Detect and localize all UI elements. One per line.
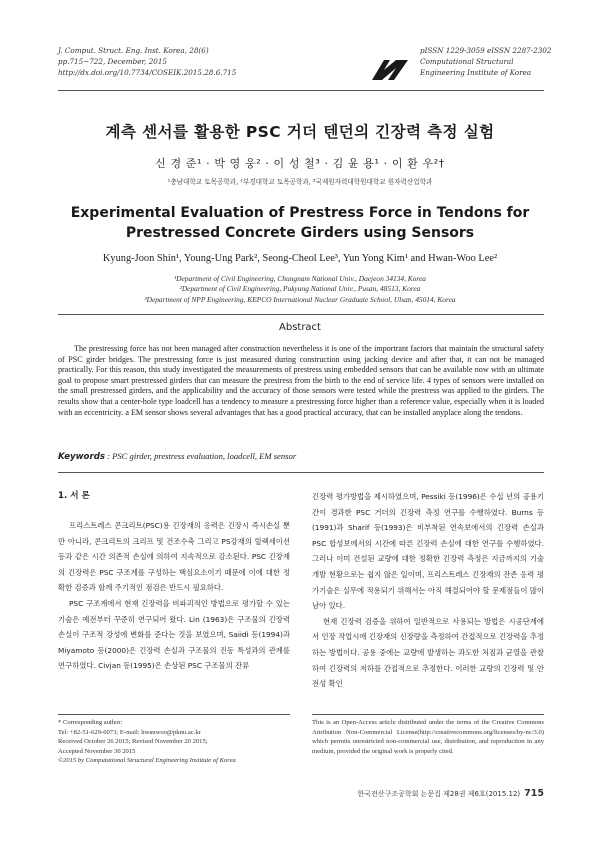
body-column-right — [312, 489, 544, 692]
affiliation-line: ³Department of NPP Engineering, KEPCO International Nuclear Graduate School, Ulsan, 45014, Korea — [144, 294, 456, 304]
footnote-line: * Corresponding author: — [58, 719, 123, 726]
publisher-line: Computational Structural — [420, 56, 514, 66]
footnote-line: Received October 26 2015; Revised November 20 2015; — [58, 738, 208, 746]
paragraph: 긴장력 평가방법을 제시하였으며, Pessiki 등(1996)은 수십 년의 공용기간이 경과한 PSC 거더의 긴장력 측정 연구를 수행하였다. Burns 등(1991)과 Sharif 등(1993)은 비부착된 연속보에서의 긴장력 손실과 PSC 합성보에서의 시간에 따른 긴장력 손실에 대한 연구를 수행하였다. 그러나 이미 건설된 교량에 대한 정확한 긴장력 측정은 지금까지의 기술개발 현황으로는 쉽지 않은 일이며, 프리스트레스 긴장재의 잔존 응력 평가기술은 실무에 적용되기 위해서는 아직 해결되어야 할 문제점들이 많이 남아 있다. — [312, 492, 544, 611]
abstract-divider-top — [58, 314, 544, 315]
abstract-divider-bottom — [58, 472, 544, 473]
page-number: 715 — [524, 788, 544, 799]
issn-line: pISSN 1229-3059 eISSN 2287-2302 — [420, 46, 552, 55]
doi-link[interactable]: http://dx.doi.org/10.7734/COSEIK.2015.28.6.715 — [58, 67, 237, 77]
keywords-list: : PSC girder, prestress evaluation, loadcell, EM sensor — [104, 451, 297, 461]
footnote-line: Accepted November 30 2015 — [58, 747, 136, 755]
keywords-label: Keywords — [58, 452, 105, 462]
title-korean: 계측 센서를 활용한 PSC 거더 텐던의 긴장력 측정 실험 — [105, 123, 495, 141]
paragraph: 현재 긴장력 검증을 위하여 일반적으로 사용되는 방법은 시공단계에서 인장 작업시에 긴장재의 신장량을 측정하여 간접적으로 긴장력을 추정하는 방법이다. 공용 중에는 교량에 발생하는 과도한 처짐과 균열을 관찰하여 긴장력의 저하를 간접적으로 추정한다. 이러한 교량의 긴장력 및 안전성 확인 — [312, 616, 544, 689]
license-footnote: This is an Open-Access article distributed under the terms of the Creative Commons Attribution Non-Commercial License(http://creativecommons.org/licenses/by-nc/3.0) which permits unrestricted non-commercial use, distribution, and reproduction in any medium, provided the original work is properly cited. — [312, 719, 544, 755]
journal-line: pp.715~722, December, 2015 — [58, 56, 167, 66]
authors-english: Kyung-Joon Shin¹, Young-Ung Park², Seong-Cheol Lee³, Yun Yong Kim¹ and Hwan-Woo Lee² — [102, 253, 498, 264]
journal-line: J. Comput. Struct. Eng. Inst. Korea, 28(6) — [58, 46, 209, 55]
abstract-text: The prestressing force has not been managed after construction nevertheless it is one of the importrant factors that maintain the structural safety of PSC girder bridges. The prestressing force is just measured during construction using jacking device and after that, it can not be managed practically. For this reason, this study investigated the measurements of prestress using embedded sensors that can be available now with an ultimate goal to propose smart prestressed girders that can measure the prestress from the birth to the end of service life. 4 types of sensors were installed on the small prestressed girders, and the applicability and the accuracy of those sensors were tested while the prestress was applied to the girders. The results show that a center-hole type loadcell has a tendency to measure a prestressing force higher than a reference value, especially when it is loaded with an eccentricity. a EM sensor shows several advantages that has a good practical accuracy, that can be installed anyplace along the tendons. — [58, 344, 544, 417]
contact-line[interactable]: Tel: +82-51-629-6073; E-mail: hwanwoo@pknu.ac.kr — [58, 728, 201, 736]
section-heading: 1. 서 론 — [58, 491, 90, 501]
body-column-left — [58, 518, 290, 674]
footnote-divider-right — [312, 714, 544, 715]
publisher-line: Engineering Institute of Korea — [420, 67, 532, 77]
journal-logo-icon — [370, 56, 410, 82]
affiliation-line: ²Department of Civil Engineering, Pukyung National Univ., Pusan, 48513, Korea — [179, 284, 421, 294]
paragraph: PSC 구조계에서 현재 긴장력을 비파괴적인 방법으로 평가할 수 있는 기술은 예전부터 꾸준히 연구되어 왔다. Lin (1963)은 구조물의 긴장력 손실이 구조적 강성에 변화를 준다는 것을 보였으며, Saiidi 등(1994)과 Miyamoto 등(2000)은 긴장력 손실과 구조물의 진동 특성과의 관계를 연구하였다. Civjan 등(1995)은 손상된 PSC 구조물의 잔류 — [58, 598, 290, 671]
keywords-line — [58, 451, 296, 462]
abstract-heading: Abstract — [279, 322, 321, 333]
authors-korean: 신 경 준¹ · 박 영 웅² · 이 성 철³ · 김 윤 용¹ · 이 환 우²† — [155, 157, 445, 170]
page-footer — [330, 788, 544, 799]
footer-journal: 한국전산구조공학회 논문집 제28권 제6호(2015.12) — [357, 790, 521, 798]
affiliation-line: ¹Department of Civil Engineering, Chungnam National Univ., Daejeon 34134, Korea — [173, 274, 427, 283]
issn-block — [420, 46, 551, 78]
journal-citation — [58, 46, 236, 78]
affiliations-english — [0, 274, 600, 305]
header-divider — [58, 90, 544, 91]
title-english: Experimental Evaluation of Prestress Force in Tendons for Prestressed Concrete Girders using Sensors — [70, 205, 530, 241]
paragraph: 프리스트레스 콘크리트(PSC)용 긴장재의 응력은 긴장시 즉시손실 뿐만 아니라, 콘크리트의 크리프 및 건조수축 그리고 PS강재의 릴랙세이션 등과 같은 시간 의존적 손실에 의하여 지속적으로 감소된다. PSC 긴장재의 긴장력은 PSC 구조계를 구성하는 핵심요소이기 때문에 이에 대한 정확한 검증과 함께 주기적인 점검은 반드시 필요하다. — [58, 521, 290, 593]
copyright-line: ©2015 by Computational Structural Engineering Institute of Korea — [58, 757, 236, 765]
correspondence-footnote — [58, 718, 290, 766]
footnote-divider-left — [58, 714, 290, 715]
affiliations-korean: ¹충남대학교 토목공학과, ²부경대학교 토목공학과, ³국제원자력대학원대학교 원자력산업학과 — [167, 178, 433, 186]
